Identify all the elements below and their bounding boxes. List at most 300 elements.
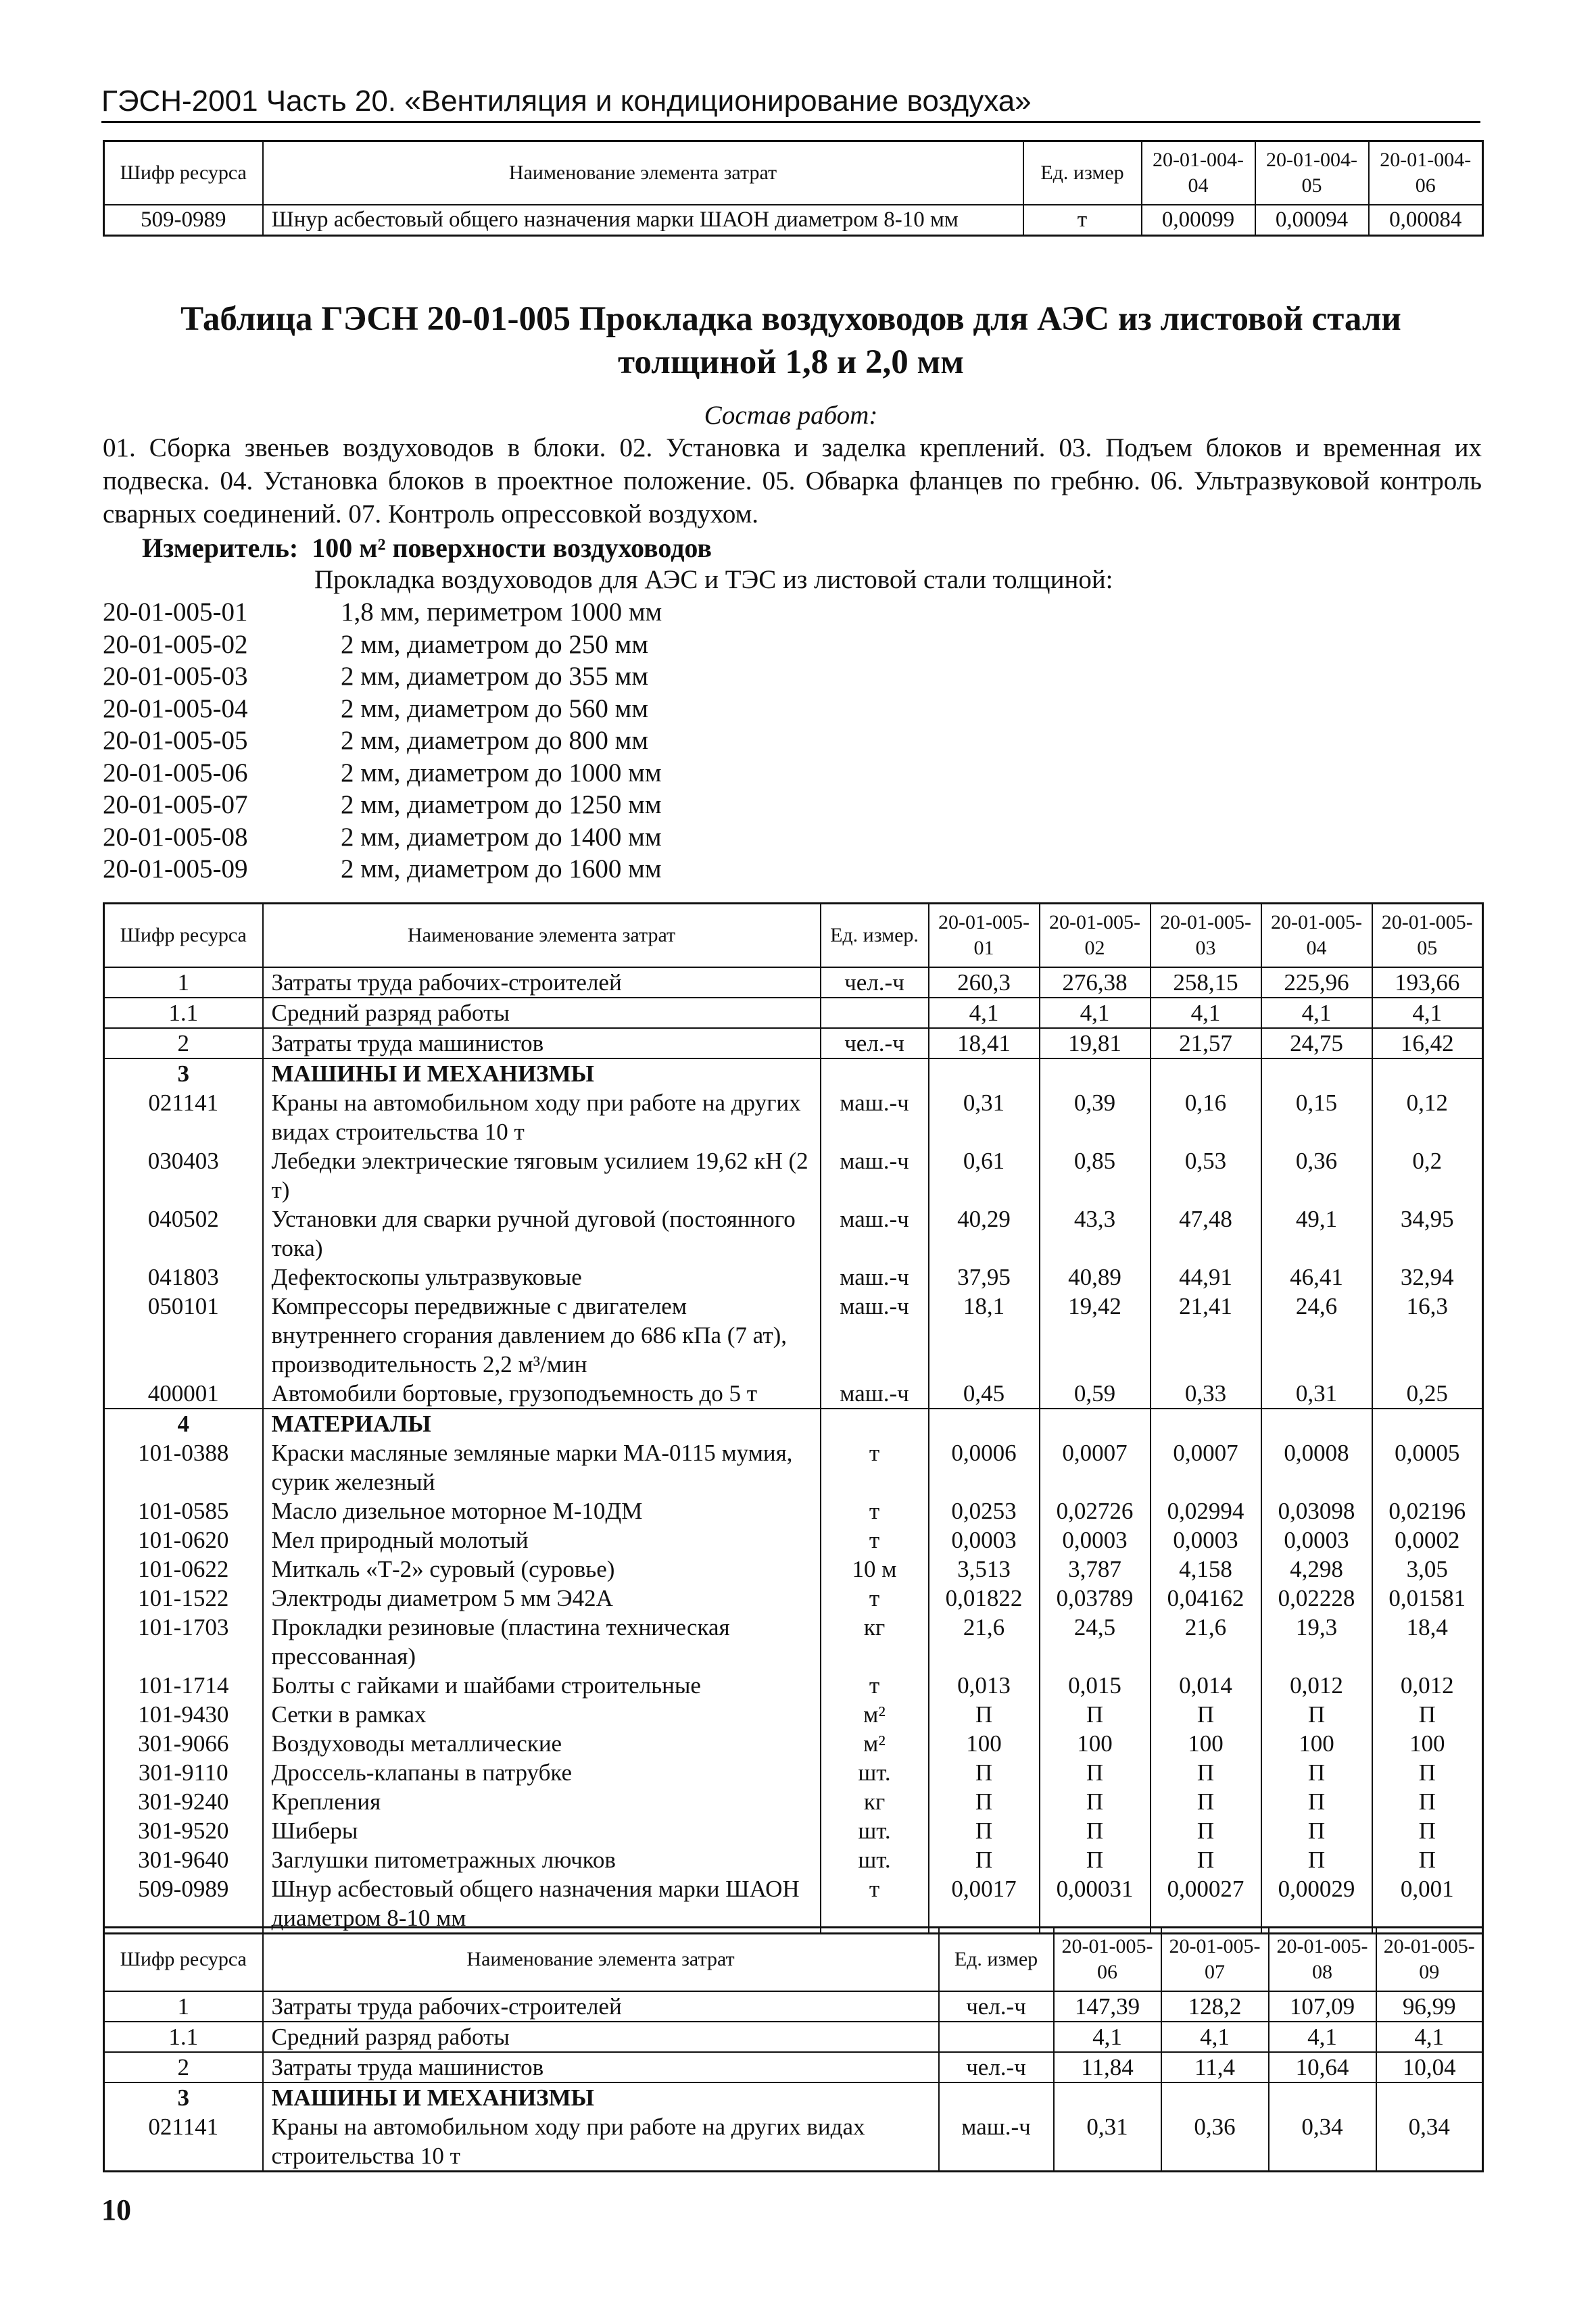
- value-cell: 3,787: [1040, 1555, 1151, 1584]
- resource-code-cell: 301-9110: [104, 1758, 263, 1787]
- value-cell: 24,75: [1261, 1028, 1372, 1058]
- column-header: 20-01-005-05: [1372, 904, 1483, 968]
- table-row: [104, 2052, 1483, 2082]
- value-cell: 0,02994: [1151, 1496, 1261, 1526]
- unit-cell: маш.-ч: [821, 1088, 929, 1146]
- value-cell: [1040, 1058, 1151, 1088]
- table-row: [104, 1379, 1483, 1409]
- value-cell: 16,42: [1372, 1028, 1483, 1058]
- value-cell: 21,6: [1151, 1613, 1261, 1671]
- resource-name-cell: Воздуховоды металлические: [263, 1729, 821, 1758]
- value-cell: П: [1040, 1700, 1151, 1729]
- meter: [142, 532, 712, 564]
- value-cell: 147,39: [1054, 1991, 1161, 2022]
- resource-code-cell: 1: [104, 1991, 263, 2022]
- value-cell: 0,53: [1151, 1146, 1261, 1204]
- norm-item-text: 2 мм, диаметром до 560 мм: [341, 693, 649, 723]
- value-cell: 0,45: [929, 1379, 1040, 1409]
- items-intro: Прокладка воздуховодов для АЭС и ТЭС из листовой стали толщиной:: [314, 565, 1113, 594]
- value-cell: 4,298: [1261, 1555, 1372, 1584]
- value-cell: 0,00099: [1142, 205, 1255, 236]
- norm-item-code: 20-01-005-09: [103, 854, 248, 883]
- value-cell: [1151, 1409, 1261, 1438]
- resource-name-cell: Установки для сварки ручной дуговой (постоянного тока): [263, 1204, 821, 1263]
- value-cell: 11,4: [1161, 2052, 1269, 2082]
- value-cell: 0,0003: [929, 1526, 1040, 1555]
- resource-code-cell: 101-0585: [104, 1496, 263, 1526]
- unit-cell: 10 м: [821, 1555, 929, 1584]
- resource-name-cell: Затраты труда машинистов: [263, 1028, 821, 1058]
- resource-name-cell: Миткаль «Т-2» суровый (суровье): [263, 1555, 821, 1584]
- column-header: Наименование элемента затрат: [263, 141, 1023, 205]
- table-row: [104, 1058, 1483, 1088]
- table-header-row: [104, 904, 1483, 968]
- value-cell: 96,99: [1376, 1991, 1483, 2022]
- table-body: [104, 1991, 1483, 2172]
- resource-name-cell: Автомобили бортовые, грузоподъемность до 5 т: [263, 1379, 821, 1409]
- value-cell: 4,1: [1161, 2022, 1269, 2052]
- value-cell: 0,0005: [1372, 1438, 1483, 1496]
- unit-cell: чел.-ч: [939, 2052, 1054, 2082]
- norm-item-text: 2 мм, диаметром до 355 мм: [341, 662, 649, 691]
- value-cell: 4,1: [929, 998, 1040, 1028]
- unit-cell: шт.: [821, 1845, 929, 1874]
- value-cell: 0,014: [1151, 1671, 1261, 1700]
- column-header: Ед. измер: [1023, 141, 1142, 205]
- unit-cell: чел.-ч: [821, 1028, 929, 1058]
- value-cell: 107,09: [1269, 1991, 1376, 2022]
- resource-name-cell: Краны на автомобильном ходу при работе на других видах строительства 10 т: [263, 2112, 939, 2172]
- value-cell: 21,6: [929, 1613, 1040, 1671]
- value-cell: 100: [1151, 1729, 1261, 1758]
- norm-item: [103, 757, 662, 789]
- value-cell: П: [929, 1787, 1040, 1816]
- value-cell: П: [929, 1845, 1040, 1874]
- value-cell: 0,33: [1151, 1379, 1261, 1409]
- value-cell: 0,85: [1040, 1146, 1151, 1204]
- value-cell: 4,1: [1261, 998, 1372, 1028]
- value-cell: 0,001: [1372, 1874, 1483, 1934]
- table-row: [104, 205, 1483, 236]
- value-cell: П: [1040, 1845, 1151, 1874]
- unit-cell: т: [821, 1526, 929, 1555]
- unit-cell: чел.-ч: [939, 1991, 1054, 2022]
- value-cell: 24,6: [1261, 1292, 1372, 1379]
- unit-cell: маш.-ч: [821, 1379, 929, 1409]
- value-cell: 0,25: [1372, 1379, 1483, 1409]
- value-cell: 0,0253: [929, 1496, 1040, 1526]
- norm-item-text: 1,8 мм, периметром 1000 мм: [341, 598, 662, 627]
- value-cell: 4,1: [1054, 2022, 1161, 2052]
- table-row: [104, 1438, 1483, 1496]
- value-cell: 0,0003: [1261, 1526, 1372, 1555]
- resource-name-cell: Средний разряд работы: [263, 998, 821, 1028]
- value-cell: 0,31: [1261, 1379, 1372, 1409]
- table-row: [104, 1555, 1483, 1584]
- value-cell: П: [1372, 1700, 1483, 1729]
- value-cell: П: [1372, 1816, 1483, 1845]
- value-cell: П: [1372, 1758, 1483, 1787]
- works-text: 01. Сборка звеньев воздуховодов в блоки. 02. Установка и заделка креплений. 03. Подъем блоков и временная их подвеска. 04. Установка блоков в проектное положение. 05. Обварка фланцев по гребню. 06. Ультразвуковой контроль сварных соединений. 07. Контроль опрессовкой воздухом.: [103, 433, 1482, 529]
- unit-cell: маш.-ч: [821, 1204, 929, 1263]
- column-header: 20-01-005-08: [1269, 1928, 1376, 1992]
- value-cell: 40,89: [1040, 1263, 1151, 1292]
- resource-name-cell: Шнур асбестовый общего назначения марки ШАОН диаметром 8-10 мм: [263, 1874, 821, 1934]
- unit-cell: м²: [821, 1729, 929, 1758]
- value-cell: П: [1040, 1816, 1151, 1845]
- resource-code-cell: 3: [104, 2082, 263, 2112]
- value-cell: 0,00084: [1369, 205, 1483, 236]
- column-header: 20-01-004-04: [1142, 141, 1255, 205]
- table-row: [104, 1991, 1483, 2022]
- resource-code-cell: 021141: [104, 1088, 263, 1146]
- value-cell: 0,012: [1261, 1671, 1372, 1700]
- value-cell: П: [1151, 1758, 1261, 1787]
- unit-cell: шт.: [821, 1758, 929, 1787]
- value-cell: 0,0017: [929, 1874, 1040, 1934]
- resource-name-cell: Краны на автомобильном ходу при работе на других видах строительства 10 т: [263, 1088, 821, 1146]
- value-cell: 0,00029: [1261, 1874, 1372, 1934]
- table-row: [104, 2112, 1483, 2172]
- value-cell: 0,00027: [1151, 1874, 1261, 1934]
- value-cell: 4,158: [1151, 1555, 1261, 1584]
- value-cell: 47,48: [1151, 1204, 1261, 1263]
- resource-name-cell: Масло дизельное моторное М-10ДМ: [263, 1496, 821, 1526]
- meter-label: Измеритель:: [142, 533, 299, 563]
- resource-name-cell: Затраты труда рабочих-строителей: [263, 1991, 939, 2022]
- unit-cell: маш.-ч: [939, 2112, 1054, 2172]
- value-cell: [1040, 1409, 1151, 1438]
- resource-name-cell: МАШИНЫ И МЕХАНИЗМЫ: [263, 2082, 939, 2112]
- value-cell: 34,95: [1372, 1204, 1483, 1263]
- value-cell: 0,0003: [1151, 1526, 1261, 1555]
- table-row: [104, 1409, 1483, 1438]
- value-cell: 0,01581: [1372, 1584, 1483, 1613]
- unit-cell: т: [821, 1671, 929, 1700]
- value-cell: 0,0003: [1040, 1526, 1151, 1555]
- value-cell: 37,95: [929, 1263, 1040, 1292]
- norm-item-text: 2 мм, диаметром до 1600 мм: [341, 854, 662, 883]
- table-row: [104, 1700, 1483, 1729]
- value-cell: 0,00094: [1255, 205, 1369, 236]
- table-row: [104, 1263, 1483, 1292]
- column-header: 20-01-005-02: [1040, 904, 1151, 968]
- value-cell: 0,02196: [1372, 1496, 1483, 1526]
- column-header: 20-01-005-03: [1151, 904, 1261, 968]
- value-cell: 100: [929, 1729, 1040, 1758]
- table-norms-01-05: [103, 902, 1484, 1934]
- value-cell: [1261, 1409, 1372, 1438]
- norm-item: [103, 596, 662, 629]
- table-body: [104, 967, 1483, 1934]
- table-row: [104, 1787, 1483, 1816]
- value-cell: 40,29: [929, 1204, 1040, 1263]
- value-cell: [1376, 2082, 1483, 2112]
- value-cell: 4,1: [1040, 998, 1151, 1028]
- resource-name-cell: Шиберы: [263, 1816, 821, 1845]
- value-cell: [1269, 2082, 1376, 2112]
- value-cell: 0,36: [1261, 1146, 1372, 1204]
- resource-name-cell: Болты с гайками и шайбами строительные: [263, 1671, 821, 1700]
- resource-code-cell: 1.1: [104, 998, 263, 1028]
- value-cell: 19,3: [1261, 1613, 1372, 1671]
- resource-code-cell: 101-1703: [104, 1613, 263, 1671]
- unit-cell: кг: [821, 1787, 929, 1816]
- value-cell: [1372, 1058, 1483, 1088]
- norm-item-code: 20-01-005-04: [103, 693, 248, 723]
- resource-code-cell: 3: [104, 1058, 263, 1088]
- resource-code-cell: 509-0989: [104, 205, 263, 236]
- unit-cell: маш.-ч: [821, 1146, 929, 1204]
- value-cell: П: [1261, 1816, 1372, 1845]
- value-cell: 4,1: [1151, 998, 1261, 1028]
- value-cell: 21,41: [1151, 1292, 1261, 1379]
- value-cell: 0,0006: [929, 1438, 1040, 1496]
- value-cell: 0,15: [1261, 1088, 1372, 1146]
- resource-code-cell: 400001: [104, 1379, 263, 1409]
- value-cell: 0,04162: [1151, 1584, 1261, 1613]
- resource-code-cell: 1.1: [104, 2022, 263, 2052]
- norm-item: [103, 853, 662, 885]
- norm-item-code: 20-01-005-05: [103, 726, 248, 755]
- value-cell: 0,0007: [1151, 1438, 1261, 1496]
- table-row: [104, 2022, 1483, 2052]
- value-cell: 0,02228: [1261, 1584, 1372, 1613]
- value-cell: 260,3: [929, 967, 1040, 998]
- column-header: 20-01-005-09: [1376, 1928, 1483, 1992]
- norm-item: [103, 821, 662, 854]
- column-header: Ед. измер.: [821, 904, 929, 968]
- resource-code-cell: 021141: [104, 2112, 263, 2172]
- value-cell: 49,1: [1261, 1204, 1372, 1263]
- column-header: 20-01-004-05: [1255, 141, 1369, 205]
- resource-name-cell: Средний разряд работы: [263, 2022, 939, 2052]
- resource-name-cell: Затраты труда рабочих-строителей: [263, 967, 821, 998]
- value-cell: 0,03789: [1040, 1584, 1151, 1613]
- resource-code-cell: 101-1522: [104, 1584, 263, 1613]
- value-cell: П: [1261, 1758, 1372, 1787]
- column-header: Наименование элемента затрат: [263, 1928, 939, 1992]
- value-cell: [1261, 1058, 1372, 1088]
- value-cell: 32,94: [1372, 1263, 1483, 1292]
- unit-cell: шт.: [821, 1816, 929, 1845]
- norm-item: [103, 660, 662, 693]
- value-cell: 0,61: [929, 1146, 1040, 1204]
- value-cell: 0,02726: [1040, 1496, 1151, 1526]
- resource-code-cell: 2: [104, 1028, 263, 1058]
- resource-name-cell: Прокладки резиновые (пластина техническая прессованная): [263, 1613, 821, 1671]
- column-header: Наименование элемента затрат: [263, 904, 821, 968]
- value-cell: [1372, 1409, 1483, 1438]
- value-cell: 0,31: [929, 1088, 1040, 1146]
- value-cell: 0,00031: [1040, 1874, 1151, 1934]
- value-cell: П: [1040, 1758, 1151, 1787]
- table-row: [104, 998, 1483, 1028]
- section-title: Таблица ГЭСН 20-01-005 Прокладка воздуховодов для АЭС из листовой стали толщиной 1,8 и 2,0 мм: [180, 300, 1401, 381]
- unit-cell: м²: [821, 1700, 929, 1729]
- resource-code-cell: 101-9430: [104, 1700, 263, 1729]
- resource-name-cell: Краски масляные земляные марки МА-0115 мумия, сурик железный: [263, 1438, 821, 1496]
- value-cell: 0,015: [1040, 1671, 1151, 1700]
- value-cell: 0,0008: [1261, 1438, 1372, 1496]
- value-cell: 128,2: [1161, 1991, 1269, 2022]
- resource-code-cell: 050101: [104, 1292, 263, 1379]
- value-cell: 0,34: [1269, 2112, 1376, 2172]
- value-cell: 24,5: [1040, 1613, 1151, 1671]
- value-cell: 100: [1261, 1729, 1372, 1758]
- value-cell: [1161, 2082, 1269, 2112]
- table-row: [104, 1671, 1483, 1700]
- table-row: [104, 1526, 1483, 1555]
- running-title: ГЭСН-2001 Часть 20. «Вентиляция и кондиционирование воздуха»: [101, 84, 1480, 123]
- value-cell: 276,38: [1040, 967, 1151, 998]
- norm-item-text: 2 мм, диаметром до 1400 мм: [341, 822, 662, 852]
- norm-items-list: [103, 596, 662, 885]
- resource-name-cell: Заглушки питометражных лючков: [263, 1845, 821, 1874]
- norm-item-text: 2 мм, диаметром до 1000 мм: [341, 758, 662, 787]
- value-cell: П: [1040, 1787, 1151, 1816]
- column-header: Шифр ресурса: [104, 1928, 263, 1992]
- unit-cell: т: [821, 1584, 929, 1613]
- column-header: 20-01-005-04: [1261, 904, 1372, 968]
- resource-code-cell: 301-9640: [104, 1845, 263, 1874]
- table-header-row: [104, 141, 1483, 205]
- column-header: 20-01-005-07: [1161, 1928, 1269, 1992]
- value-cell: 19,42: [1040, 1292, 1151, 1379]
- resource-name-cell: Крепления: [263, 1787, 821, 1816]
- column-header: Ед. измер: [939, 1928, 1054, 1992]
- value-cell: П: [1151, 1816, 1261, 1845]
- table-continuation: [103, 140, 1484, 237]
- value-cell: 4,1: [1269, 2022, 1376, 2052]
- value-cell: П: [1372, 1845, 1483, 1874]
- table-row: [104, 1816, 1483, 1845]
- unit-cell: [939, 2082, 1054, 2112]
- value-cell: П: [1151, 1700, 1261, 1729]
- resource-name-cell: Затраты труда машинистов: [263, 2052, 939, 2082]
- value-cell: П: [929, 1758, 1040, 1787]
- value-cell: 43,3: [1040, 1204, 1151, 1263]
- value-cell: П: [1261, 1700, 1372, 1729]
- column-header: 20-01-004-06: [1369, 141, 1483, 205]
- value-cell: 0,0007: [1040, 1438, 1151, 1496]
- value-cell: 4,1: [1372, 998, 1483, 1028]
- table-row: [104, 1204, 1483, 1263]
- unit-cell: [821, 1058, 929, 1088]
- resource-name-cell: Шнур асбестовый общего назначения марки ШАОН диаметром 8-10 мм: [263, 205, 1023, 236]
- value-cell: 0,03098: [1261, 1496, 1372, 1526]
- table-row: [104, 1874, 1483, 1934]
- resource-name-cell: Электроды диаметром 5 мм Э42А: [263, 1584, 821, 1613]
- table-row: [104, 1729, 1483, 1758]
- resource-name-cell: Лебедки электрические тяговым усилием 19,62 кН (2 т): [263, 1146, 821, 1204]
- value-cell: 3,513: [929, 1555, 1040, 1584]
- column-header: Шифр ресурса: [104, 141, 263, 205]
- table-row: [104, 2082, 1483, 2112]
- table-row: [104, 967, 1483, 998]
- resource-name-cell: Дроссель-клапаны в патрубке: [263, 1758, 821, 1787]
- value-cell: 0,36: [1161, 2112, 1269, 2172]
- value-cell: П: [1261, 1787, 1372, 1816]
- value-cell: [929, 1058, 1040, 1088]
- resource-code-cell: 030403: [104, 1146, 263, 1204]
- resource-code-cell: 301-9066: [104, 1729, 263, 1758]
- unit-cell: кг: [821, 1613, 929, 1671]
- value-cell: 0,34: [1376, 2112, 1483, 2172]
- value-cell: 11,84: [1054, 2052, 1161, 2082]
- value-cell: 0,0002: [1372, 1526, 1483, 1555]
- table-row: [104, 1146, 1483, 1204]
- resource-code-cell: 101-1714: [104, 1671, 263, 1700]
- norm-item: [103, 789, 662, 821]
- value-cell: 16,3: [1372, 1292, 1483, 1379]
- norm-item-code: 20-01-005-08: [103, 822, 248, 852]
- table-row: [104, 1758, 1483, 1787]
- unit-cell: чел.-ч: [821, 967, 929, 998]
- meter-value: 100 м² поверхности воздуховодов: [312, 533, 712, 563]
- table-row: [104, 1292, 1483, 1379]
- value-cell: 0,2: [1372, 1146, 1483, 1204]
- norm-item-code: 20-01-005-07: [103, 790, 248, 819]
- page-number: 10: [101, 2193, 131, 2226]
- unit-cell: [939, 2022, 1054, 2052]
- unit-cell: т: [1023, 205, 1142, 236]
- value-cell: [929, 1409, 1040, 1438]
- resource-code-cell: 301-9520: [104, 1816, 263, 1845]
- table-row: [104, 1845, 1483, 1874]
- works-title: Состав работ:: [704, 401, 878, 430]
- value-cell: 0,012: [1372, 1671, 1483, 1700]
- column-header: 20-01-005-06: [1054, 1928, 1161, 1992]
- resource-code-cell: 2: [104, 2052, 263, 2082]
- value-cell: П: [1151, 1787, 1261, 1816]
- table-row: [104, 1088, 1483, 1146]
- value-cell: 0,31: [1054, 2112, 1161, 2172]
- value-cell: 193,66: [1372, 967, 1483, 998]
- resource-name-cell: Мел природный молотый: [263, 1526, 821, 1555]
- resource-name-cell: МАТЕРИАЛЫ: [263, 1409, 821, 1438]
- value-cell: 18,1: [929, 1292, 1040, 1379]
- unit-cell: т: [821, 1496, 929, 1526]
- resource-code-cell: 041803: [104, 1263, 263, 1292]
- value-cell: 258,15: [1151, 967, 1261, 998]
- table-row: [104, 1028, 1483, 1058]
- column-header: 20-01-005-01: [929, 904, 1040, 968]
- resource-code-cell: 1: [104, 967, 263, 998]
- resource-name-cell: МАШИНЫ И МЕХАНИЗМЫ: [263, 1058, 821, 1088]
- norm-item-text: 2 мм, диаметром до 250 мм: [341, 629, 649, 659]
- value-cell: П: [929, 1816, 1040, 1845]
- table-row: [104, 1613, 1483, 1671]
- value-cell: 0,16: [1151, 1088, 1261, 1146]
- resource-code-cell: 101-0622: [104, 1555, 263, 1584]
- resource-name-cell: Дефектоскопы ультразвуковые: [263, 1263, 821, 1292]
- unit-cell: [821, 1409, 929, 1438]
- norm-item-text: 2 мм, диаметром до 1250 мм: [341, 790, 662, 819]
- table-norms-06-09: [103, 1926, 1484, 2172]
- table-header-row: [104, 1928, 1483, 1992]
- value-cell: 18,4: [1372, 1613, 1483, 1671]
- value-cell: 4,1: [1376, 2022, 1483, 2052]
- unit-cell: т: [821, 1874, 929, 1934]
- value-cell: [1151, 1058, 1261, 1088]
- norm-item-code: 20-01-005-02: [103, 629, 248, 659]
- value-cell: 0,39: [1040, 1088, 1151, 1146]
- value-cell: П: [1261, 1845, 1372, 1874]
- unit-cell: маш.-ч: [821, 1292, 929, 1379]
- value-cell: 18,41: [929, 1028, 1040, 1058]
- value-cell: П: [1372, 1787, 1483, 1816]
